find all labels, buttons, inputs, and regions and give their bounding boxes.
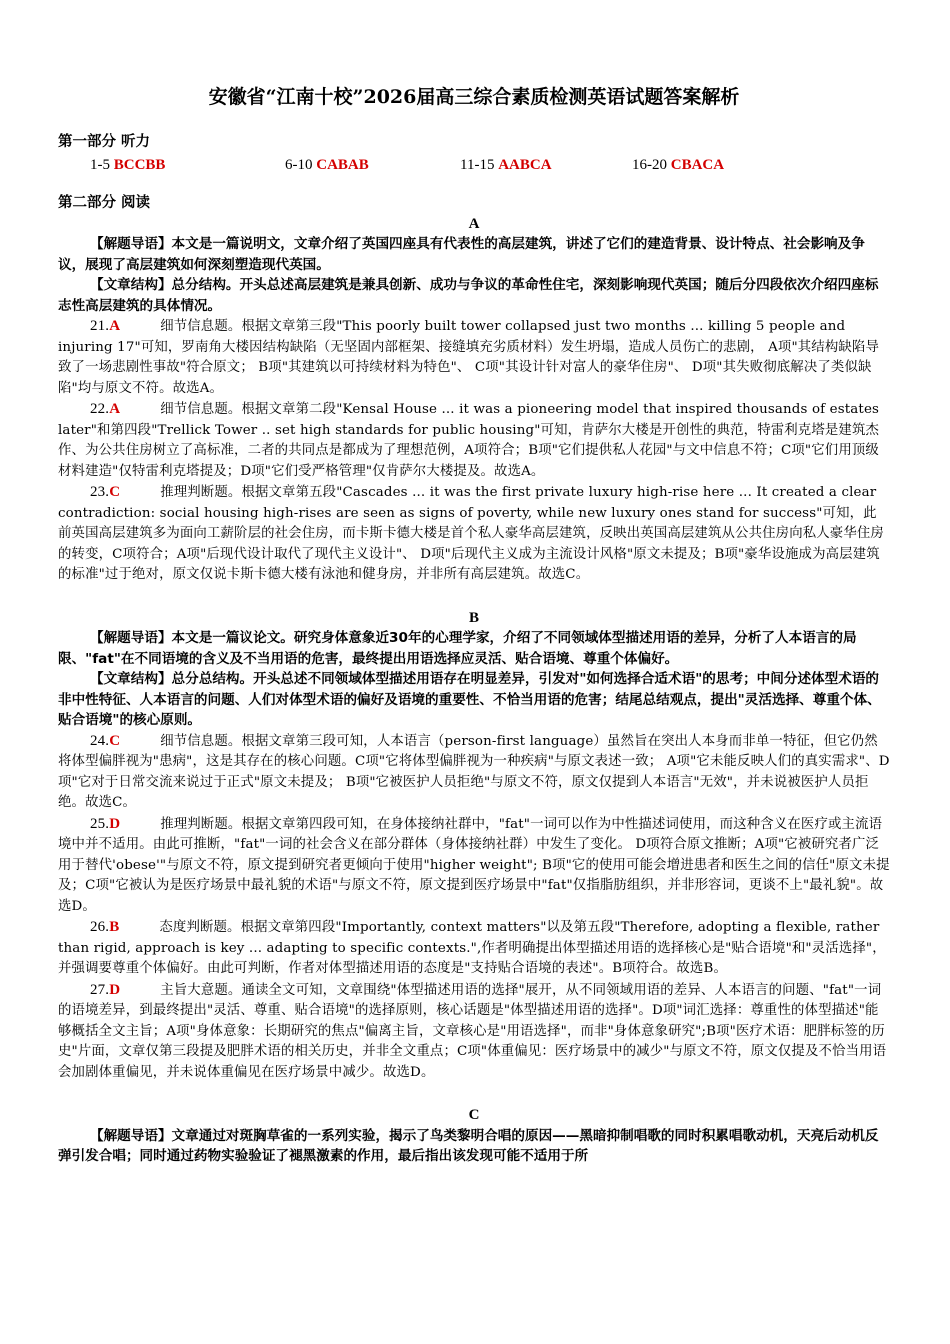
question-text: 根据文章第三段可知，人本语言（person-first language）虽然旨在突出人本身而非单一特征，但它仍然将体型偏胖视为"患病"，这是其存在的核心问题。C项"它将体型偏胖视为一种疾病"与原文表述一致； A项"它未能反映人们的真实需求"、D项"它对于日常交流来说过于正式"原文未提及； B项"它被医护人员拒绝"与原文不符，原文仅提到人本语言"无效"，并未说被医护人员拒绝。故选C。: [58, 733, 890, 810]
passage-letter: C: [468, 1107, 480, 1123]
question-type: 细节信息题。: [160, 402, 242, 417]
question-number: 24.: [90, 732, 110, 749]
question-type: 推理判断题。: [160, 485, 242, 500]
question-number: 21.: [90, 318, 110, 334]
question-text: 通读全文可知，文章围绕"体型描述用语的选择"展开，从不同领域用语的差异、人本语言的问题、"fat"一词的语境差异，到最终提出"灵活、尊重、贴合语境"的选择原则，核心话题是"体型描述用语的选择"。D项"词汇选择：尊重性的体型描述"能够概括全文主旨；A项"身体意象：长期研究的焦点"偏离主旨，文章核心是"用语选择"，而非"身体意象研究";B项"医疗术语：肥胖标签的历史"片面，文章仅第三段提及肥胖术语的相关历史，并非全文重点；C项"体重偏见：医疗场景中的减少"与原文不符，原文仅提及不恰当用语会加剧体重偏见，并未说体重偏见在医疗场景中减少。故选D。: [58, 982, 887, 1080]
passage-structure: 【文章结构】总分总结构。开头总述不同领域体型描述用语存在明显差异，引发对"如何选择合适术语"的思考；中间分述体型术语的非中性特征、人本语言的问题、人们对体型术语的偏好及语境的重要性、不恰当用语的危害；结尾总结观点，提出"灵活选择、尊重个体、贴合语境"的核心原则。: [58, 671, 881, 728]
question-type: 态度判断题。: [159, 920, 241, 935]
question-explanation: [58, 731, 890, 814]
question-explanation: [58, 482, 890, 586]
question-number: 26.: [90, 919, 110, 935]
question-answer: D: [109, 815, 121, 832]
passage-guide: 【解题导语】本文是一篇说明文，文章介绍了英国四座具有代表性的高层建筑，讲述了它们的建造背景、设计特点、社会影响及争议，展现了高层建筑如何深刻塑造现代英国。: [58, 236, 865, 273]
passage-structure: 【文章结构】总分结构。开头总述高层建筑是兼具创新、成功与争议的革命性住宅，深刻影响现代英国；随后分四段依次介绍四座标志性高层建筑的具体情况。: [58, 277, 879, 314]
question-type: 细节信息题。: [160, 319, 242, 334]
answer-group: [90, 155, 285, 176]
question-explanation: [58, 980, 890, 1084]
part2-heading: 第二部分 阅读: [58, 195, 151, 211]
answer-group: [460, 155, 632, 176]
passage-guide: 【解题导语】文章通过对斑胸草雀的一系列实验，揭示了鸟类黎明合唱的原因——黑暗抑制唱歌的同时积累唱歌动机，天亮后动机反弹引发合唱；同时通过药物实验验证了褪黑激素的作用，最后指出该发现可能不适用于所: [58, 1127, 879, 1164]
question-number: 22.: [90, 401, 110, 417]
question-answer: A: [109, 318, 121, 334]
question-number: 23.: [90, 484, 110, 500]
passage-letter: A: [468, 215, 480, 232]
answer-group: [632, 155, 724, 176]
answer-range: 6-10: [285, 156, 317, 173]
question-text: 根据文章第四段可知，在身体接纳社群中，"fat"一词可以作为中性描述词使用，而这种含义在医疗或主流语境中并不适用。由此可推断，"fat"一词的社会含义在部分群体（身体接纳社群）中发生了变化。 D项符合原文推断；A项"它被研究者广泛用于替代'obese'"与原文不符，原文提到研究者更倾向于使用"higher weight"; B项"它的使用可能会增进患者和医生之间的信任"原文未提及；C项"它被认为是医疗场景中最礼貌的术语"与原文不符，原文提到医疗场景中"fat"仅指脂肪组织，并非形容词，更谈不上"最礼貌"。故选D。: [58, 816, 890, 914]
answer-group: [285, 155, 460, 176]
passage-letter: B: [468, 609, 479, 626]
question-answer: C: [109, 484, 121, 500]
answer-key: CABAB: [316, 156, 369, 173]
answer-range: 16-20: [632, 156, 671, 173]
page-title: 安徽省“江南十校”2026届高三综合素质检测英语试题答案解析: [208, 86, 740, 108]
question-answer: A: [109, 401, 121, 417]
question-explanation: [58, 399, 890, 482]
passage-guide: 【解题导语】本文是一篇议论文。研究身体意象近30年的心理学家，介绍了不同领域体型描述用语的差异，分析了人本语言的局限、"fat"在不同语境的含义及不当用语的危害，最终提出用语选择应灵活、贴合语境、尊重个体偏好。: [58, 630, 857, 667]
answer-key: AABCA: [498, 156, 552, 173]
question-type: 细节信息题。: [160, 733, 242, 749]
answer-key: CBACA: [670, 156, 725, 173]
answer-range: 11-15: [460, 156, 499, 173]
answer-document: [58, 84, 890, 1167]
part1-heading: 第一部分 听力: [58, 134, 151, 150]
question-answer: D: [109, 981, 121, 998]
question-text: 根据文章第二段"Kensal House ... it was a pioneering model that inspired thousands of estates later"和第四段"Trellick Tower .. set high standards for public housing"可知，肯萨尔大楼是开创性的典范，特雷利克塔是建筑杰作、为公共住房树立了高标准，二者的共同点是都成为了理想范例，A项符合；B项"它们提供私人花园"与文中信息不符；C项"它们用顶级材料建造"仅特雷利克塔提及；D项"它们受严格管理"仅肯萨尔大楼提及。故选A。: [58, 402, 880, 479]
question-explanation: [58, 316, 890, 399]
question-text: 根据文章第五段"Cascades ... it was the first private luxury high-rise here ... It created a clear contradiction: social housing high-rises are seen as signs of poverty, while new luxury ones stand for success"可知，此前英国高层建筑多为面向工薪阶层的社会住房，而卡斯卡德大楼是首个私人豪华高层建筑，反映出英国高层建筑从公共住房向私人豪华住房的转变，C项符合；A项"后现代设计取代了现代主义设计"、 D项"后现代主义成为主流设计风格"原文未提及；B项"豪华设施成为高层建筑的标准"过于绝对，原文仅说卡斯卡德大楼有泳池和健身房，并非所有高层建筑。故选C。: [58, 485, 884, 582]
question-answer: C: [109, 732, 121, 749]
question-explanation: [58, 814, 890, 918]
question-number: 25.: [90, 815, 110, 832]
question-explanation: [58, 917, 890, 980]
question-answer: B: [109, 919, 120, 935]
answer-range: 1-5: [90, 156, 114, 173]
question-type: 主旨大意题。: [160, 982, 242, 998]
listening-answers: [58, 155, 890, 176]
answer-key: BCCBB: [113, 156, 166, 173]
question-text: 根据文章第三段"This poorly built tower collapsed just two months ... killing 5 people and injuring 17"可知，罗南角大楼因结构缺陷（无坚固内部框架、接缝填充劣质材料）发生坍塌，造成人员伤亡的悲剧， A项"其结构缺陷导致了一场悲剧性事故"符合原文； B项"其建筑以可持续材料为特色"、 C项"其设计针对富人的豪华住房"、 D项"其失败彻底解决了类似缺陷"均与原文不符。故选A。: [58, 319, 880, 396]
question-type: 推理判断题。: [160, 816, 242, 832]
question-number: 27.: [90, 981, 110, 998]
question-text: 根据文章第四段"Importantly, context matters"以及第五段"Therefore, adopting a flexible, rather than rigid, approach is key ... adapting to specific contexts.",作者明确提出体型描述用语的选择核心是"贴合语境"和"灵活选择"，并强调要尊重个体偏好。由此可判断，作者对体型描述用语的态度是"支持贴合语境的表述"。B项符合。故选B。: [58, 920, 886, 976]
